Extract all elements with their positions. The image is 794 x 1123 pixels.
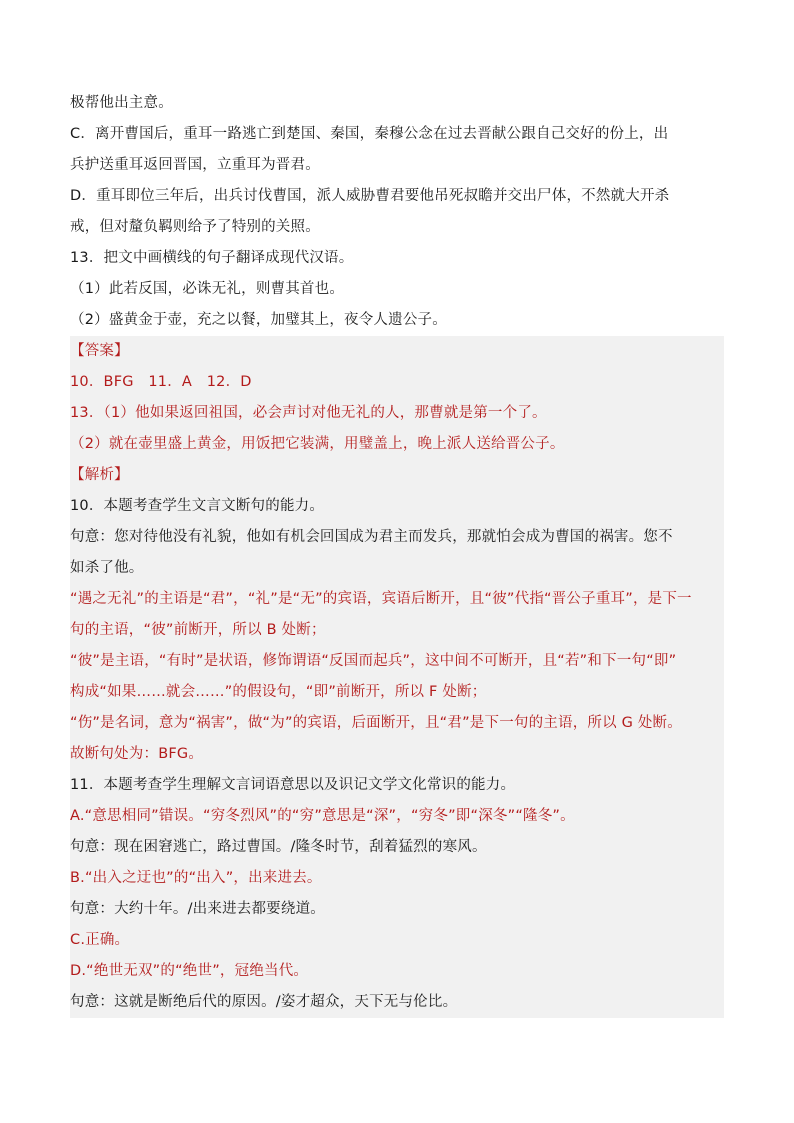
- analysis-line: 句意：现在困窘逃亡，路过曹国。/隆冬时节，刮着猛烈的寒风。: [70, 839, 487, 855]
- question-13-part-2: （2）盛黄金于壶，充之以餐，加璧其上，夜令人遗公子。: [70, 312, 447, 328]
- analysis-line: 构成“如果……就会……”的假设句，“即”前断开，所以 F 处断；: [70, 684, 487, 700]
- question-13: 13．把文中画横线的句子翻译成现代汉语。: [70, 250, 354, 266]
- analysis-line: 11．本题考查学生理解文言词语意思以及识记文学文化常识的能力。: [70, 777, 516, 793]
- analysis-line: 10．本题考查学生文言文断句的能力。: [70, 498, 325, 514]
- analysis-line: “彼”是主语，“有时”是状语，修饰谓语“反国而起兵”，这中间不可断开，且“若”和下一句“即”: [70, 653, 677, 669]
- answer-line: 10．BFG 11．A 12．D: [70, 374, 252, 390]
- answer-section: [70, 336, 724, 1018]
- option-d-line-1: D．重耳即位三年后，出兵讨伐曹国，派人威胁曹君要他吊死叔瞻并交出尸体，不然就大开杀: [70, 188, 670, 204]
- analysis-line: 句意：这就是断绝后代的原因。/姿才超众，天下无与伦比。: [70, 994, 458, 1010]
- text-line: 极帮他出主意。: [70, 95, 173, 111]
- answer-line: 13．（1）他如果返回祖国，必会声讨对他无礼的人，那曹就是第一个了。: [70, 405, 547, 421]
- analysis-line: D.“绝世无双”的“绝世”，冠绝当代。: [70, 963, 309, 979]
- analysis-line: A.“意思相同”错误。“穷冬烈风”的“穷”意思是“深”，“穷冬”即“深冬”“隆冬”。: [70, 808, 575, 824]
- answer-line: （2）就在壶里盛上黄金，用饭把它装满，用璧盖上，晚上派人送给晋公子。: [70, 436, 565, 452]
- analysis-line: 如杀了他。: [70, 560, 144, 576]
- analysis-line: 句意：大约十年。/出来进去都要绕道。: [70, 901, 325, 917]
- analysis-list: [70, 491, 724, 1018]
- option-c-line-2: 兵护送重耳返回晋国，立重耳为晋君。: [70, 157, 320, 173]
- question-13-part-1: （1）此若反国，必诛无礼，则曹其首也。: [70, 281, 345, 297]
- document-body: [70, 88, 724, 1018]
- analysis-line: “遇之无礼”的主语是“君”，“礼”是“无”的宾语，宾语后断开，且“彼”代指“晋公子重耳”，是下一: [70, 591, 692, 607]
- analysis-line: 句意：您对待他没有礼貌，他如有机会回国成为君主而发兵，那就怕会成为曹国的祸害。您不: [70, 529, 673, 545]
- analysis-line: B.“出入之迂也”的“出入”，出来进去。: [70, 870, 322, 886]
- analysis-header: 【解析】: [70, 467, 129, 483]
- analysis-line: C.正确。: [70, 932, 130, 948]
- option-d-line-2: 戒，但对釐负羁则给予了特别的关照。: [70, 219, 320, 235]
- analysis-line: 句的主语，“彼”前断开，所以 B 处断；: [70, 622, 326, 638]
- option-c-line-1: C．离开曹国后，重耳一路逃亡到楚国、秦国，秦穆公念在过去晋献公跟自己交好的份上，出: [70, 126, 669, 142]
- answer-header: 【答案】: [70, 343, 129, 359]
- analysis-line: “伤”是名词，意为“祸害”，做“为”的宾语，后面断开，且“君”是下一句的主语，所以 G 处断。: [70, 715, 682, 731]
- analysis-line: 故断句处为：BFG。: [70, 746, 204, 762]
